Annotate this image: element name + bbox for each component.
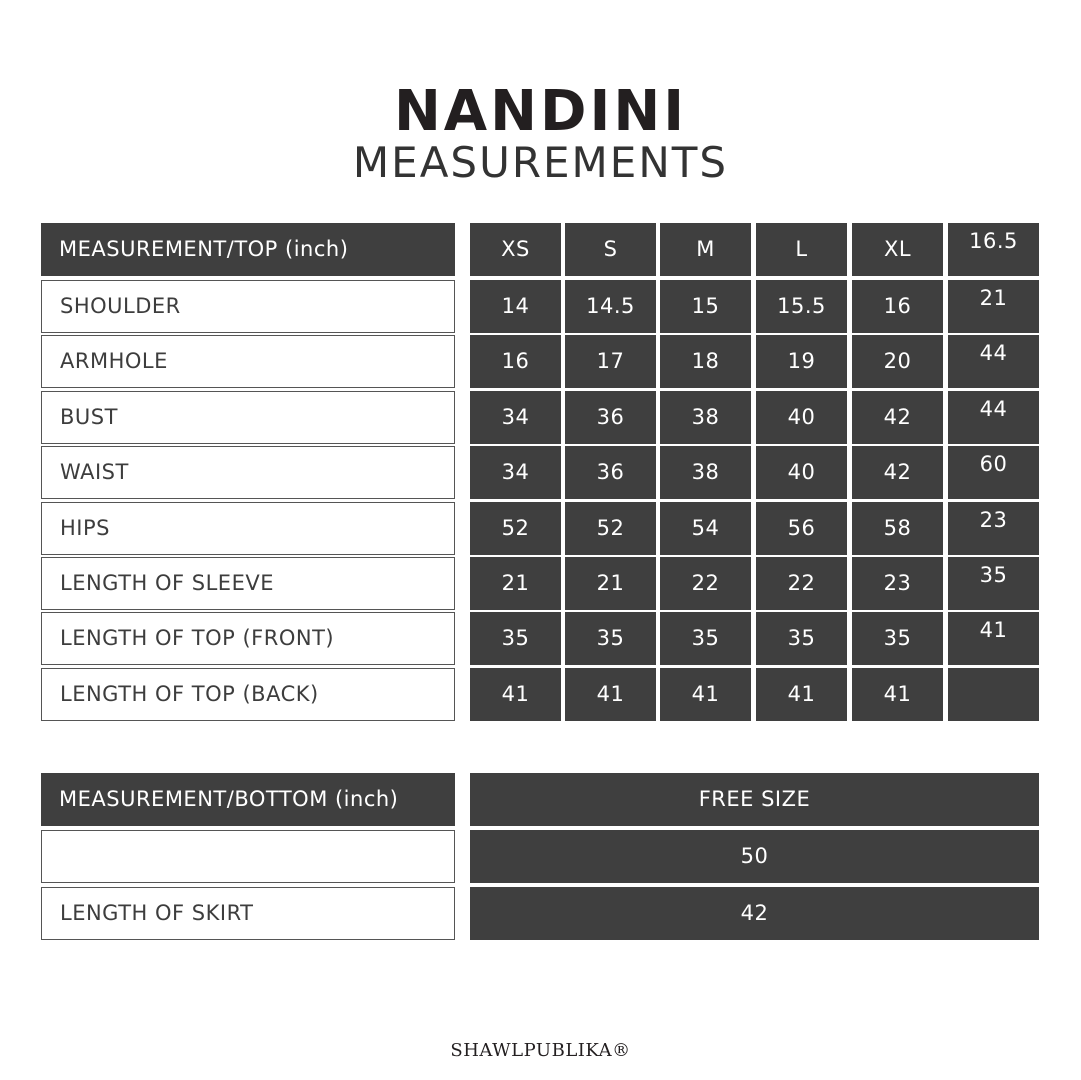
table-cell: 14.5 (565, 280, 656, 333)
row-label: ARMHOLE (41, 335, 455, 388)
table-cell: 35 (852, 612, 943, 665)
row-label: LENGTH OF SLEEVE (41, 557, 455, 610)
table-cell: 23 (852, 557, 943, 610)
extra-column-cell: 44 (948, 335, 1039, 388)
table-cell: 16 (470, 335, 561, 388)
table-cell: 17 (565, 335, 656, 388)
page-subtitle: MEASUREMENTS (352, 138, 729, 187)
table-cell: 42 (852, 391, 943, 444)
extra-column-cell: 44 (948, 391, 1039, 444)
free-size-header: FREE SIZE (470, 773, 1039, 826)
row-label: BUST (41, 391, 455, 444)
extra-column-cell: 35 (948, 557, 1039, 610)
size-header-m: M (660, 223, 751, 276)
table-cell: 15 (660, 280, 751, 333)
table-cell: 52 (565, 502, 656, 555)
table-cell: 56 (756, 502, 847, 555)
table-cell: 38 (660, 446, 751, 499)
row-label: HIPS (41, 502, 455, 555)
table-cell: 42 (852, 446, 943, 499)
row-label: SHOULDER (41, 280, 455, 333)
size-header-xs: XS (470, 223, 561, 276)
table-cell: 36 (565, 391, 656, 444)
table-cell: 22 (756, 557, 847, 610)
table-cell: 38 (660, 391, 751, 444)
table-cell: 54 (660, 502, 751, 555)
table-cell: 35 (660, 612, 751, 665)
row-label (41, 830, 455, 883)
table-cell: 21 (470, 557, 561, 610)
size-header-xl: XL (852, 223, 943, 276)
table-cell: 35 (565, 612, 656, 665)
table-cell: 20 (852, 335, 943, 388)
table-cell: 19 (756, 335, 847, 388)
table-cell: 35 (756, 612, 847, 665)
row-label: LENGTH OF SKIRT (41, 887, 455, 940)
brand-logo: SHAWLPUBLIKA® (450, 1040, 631, 1061)
row-label: LENGTH OF TOP (FRONT) (41, 612, 455, 665)
table-cell: 41 (852, 668, 943, 721)
top-header-label: MEASUREMENT/TOP (inch) (41, 223, 455, 276)
table-cell: 52 (470, 502, 561, 555)
table-cell: 15.5 (756, 280, 847, 333)
table-cell: 34 (470, 446, 561, 499)
table-cell: 50 (470, 830, 1039, 883)
table-cell: 58 (852, 502, 943, 555)
table-cell: 41 (470, 668, 561, 721)
table-cell: 41 (660, 668, 751, 721)
extra-column-cell: 16.5 (948, 223, 1039, 276)
size-header-s: S (565, 223, 656, 276)
table-cell: 22 (660, 557, 751, 610)
table-cell: 18 (660, 335, 751, 388)
table-cell: 14 (470, 280, 561, 333)
table-cell: 16 (852, 280, 943, 333)
page-title: NANDINI (393, 79, 688, 144)
table-cell: 41 (565, 668, 656, 721)
table-cell: 21 (565, 557, 656, 610)
row-label: WAIST (41, 446, 455, 499)
table-cell: 35 (470, 612, 561, 665)
extra-column-cell: 23 (948, 502, 1039, 555)
extra-column-cell (948, 668, 1039, 721)
table-cell: 36 (565, 446, 656, 499)
table-cell: 42 (470, 887, 1039, 940)
extra-column-cell: 60 (948, 446, 1039, 499)
size-header-l: L (756, 223, 847, 276)
table-cell: 40 (756, 391, 847, 444)
table-cell: 40 (756, 446, 847, 499)
table-cell: 41 (756, 668, 847, 721)
extra-column-cell: 21 (948, 280, 1039, 333)
extra-column-cell: 41 (948, 612, 1039, 665)
bottom-header-label: MEASUREMENT/BOTTOM (inch) (41, 773, 455, 826)
row-label: LENGTH OF TOP (BACK) (41, 668, 455, 721)
table-cell: 34 (470, 391, 561, 444)
